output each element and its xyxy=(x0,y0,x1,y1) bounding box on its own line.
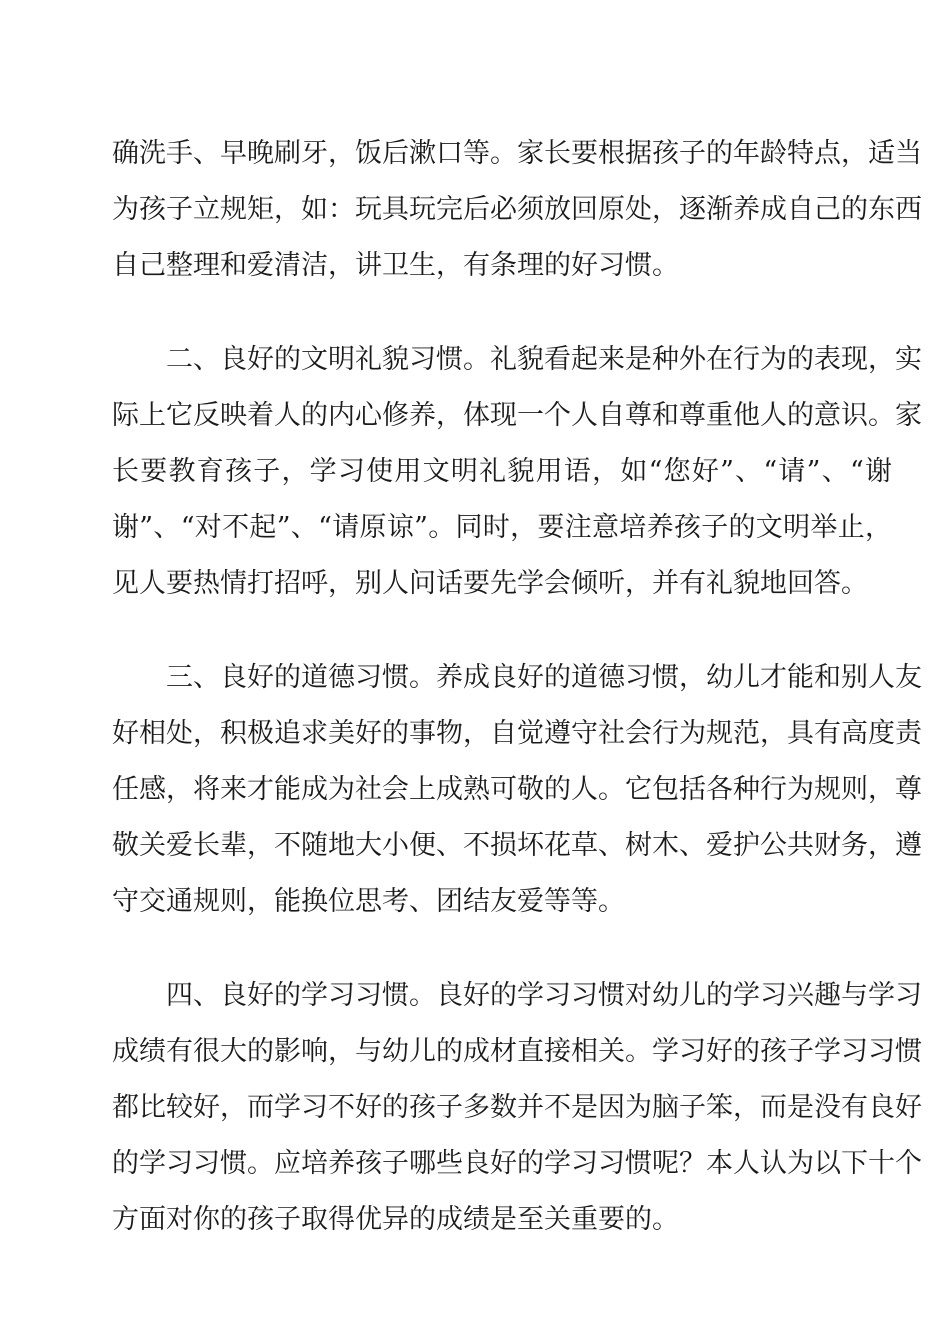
text-line: 二、良好的文明礼貌习惯。礼貌看起来是种外在行为的表现，实 xyxy=(166,344,922,375)
text-line: 好相处，积极追求美好的事物，自觉遵守社会行为规范，具有高度责 xyxy=(112,718,922,749)
paragraph-4 xyxy=(112,968,922,1248)
text-line: 的学习习惯。应培养孩子哪些良好的学习习惯呢？本人认为以下十个 xyxy=(112,1148,922,1179)
text-line: 任感，将来才能成为社会上成熟可敬的人。它包括各种行为规则，尊 xyxy=(112,774,922,805)
text-line: 长要教育孩子，学习使用文明礼貌用语，如“您好”、“请”、“谢 xyxy=(112,456,892,487)
text-line: 际上它反映着人的内心修养，体现一个人自尊和尊重他人的意识。家 xyxy=(112,400,922,431)
text-line: 守交通规则，能换位思考、团结友爱等等。 xyxy=(112,886,625,917)
paragraph-2 xyxy=(112,332,922,612)
paragraph-1 xyxy=(112,126,922,294)
text-line: 三、良好的道德习惯。养成良好的道德习惯，幼儿才能和别人友 xyxy=(166,662,922,693)
text-line: 见人要热情打招呼，别人问话要先学会倾听，并有礼貌地回答。 xyxy=(112,568,868,599)
body-text xyxy=(112,126,922,1286)
text-line: 确洗手、早晚刷牙，饭后漱口等。家长要根据孩子的年龄特点，适当 xyxy=(112,138,922,169)
text-line: 自己整理和爱清洁，讲卫生，有条理的好习惯。 xyxy=(112,250,679,281)
text-line: 方面对你的孩子取得优异的成绩是至关重要的。 xyxy=(112,1204,679,1235)
text-line: 成绩有很大的影响，与幼儿的成材直接相关。学习好的孩子学习习惯 xyxy=(112,1036,922,1067)
text-line: 谢”、“对不起”、“请原谅”。同时，要注意培养孩子的文明举止， xyxy=(112,512,892,543)
paragraph-3 xyxy=(112,650,922,930)
text-line: 为孩子立规矩，如：玩具玩完后必须放回原处，逐渐养成自己的东西 xyxy=(112,194,922,225)
text-line: 都比较好，而学习不好的孩子多数并不是因为脑子笨，而是没有良好 xyxy=(112,1092,922,1123)
text-line: 敬关爱长辈，不随地大小便、不损坏花草、树木、爱护公共财务，遵 xyxy=(112,830,922,861)
text-line: 四、良好的学习习惯。良好的学习习惯对幼儿的学习兴趣与学习 xyxy=(166,980,922,1011)
